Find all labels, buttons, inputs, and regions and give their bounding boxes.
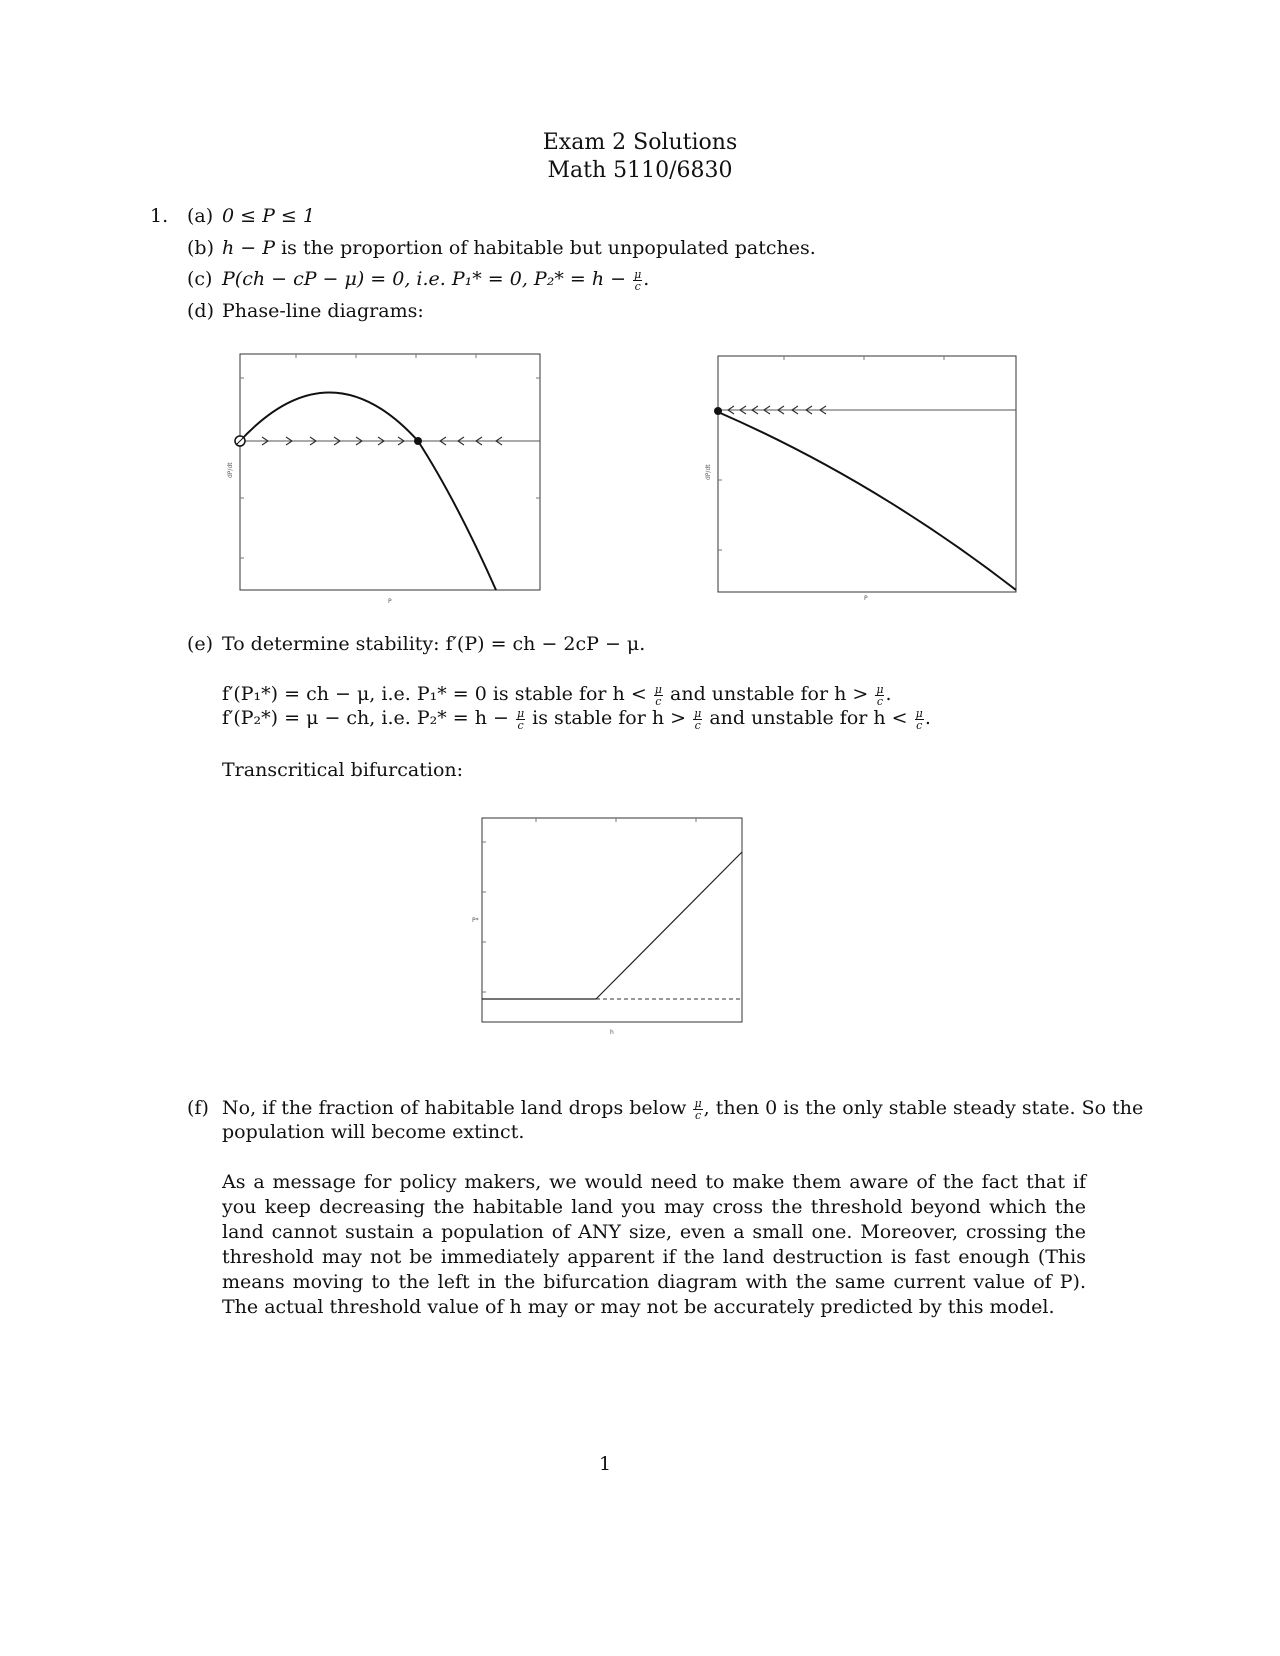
mu-over-c-fraction: $\frac{\mu}{c}$ (654, 682, 662, 708)
part-c-label: (c) (187, 268, 213, 290)
phase-line-diagram-1 (226, 348, 556, 610)
stable-equilibrium-marker (714, 407, 722, 415)
stability-line-1: f′(P₁*) = ch − μ, i.e. P₁* = 0 is stable for h < $\frac{\mu}{c}$ and unstable for h > $\frac{\mu}{c}$ . (222, 682, 892, 708)
course-number: Math 5110/6830 (547, 158, 733, 183)
phase1-xlabel: P (388, 598, 392, 605)
part-c-equation: P(ch − cP − μ) = 0, i.e. P₁* = 0, P₂* = h − (222, 268, 633, 290)
page-title: Exam 2 Solutions (542, 130, 738, 155)
policy-paragraph: As a message for policy makers, we would need to make them aware of the fact that if you keep decreasing the habitable land you may cross the threshold beyond which the land cannot sustain a population of ANY size, even a small one. Moreover, crossing the threshold may not be immediately apparent if the land destruction is fast enough (This means moving to the left in the bifurcation diagram with the same current value of P). The actual threshold value of h may or may not be accurately predicted by this model. (222, 1171, 1086, 1318)
part-e-intro: To determine stability: f′(P) = ch − 2cP − μ. (222, 633, 646, 655)
stable-nonzero-branch (596, 852, 742, 999)
phase-line-diagram-2 (704, 350, 1034, 606)
problem-number: 1. (150, 205, 169, 227)
part-d-label: (d) (187, 300, 214, 322)
mu-over-c-fraction: $\frac{\mu}{c}$ (694, 706, 702, 732)
phase1-ylabel: dP/dt (227, 462, 234, 478)
bif-ylabel: P* (472, 917, 479, 924)
part-f-line-1: No, if the fraction of habitable land drops below $\frac{\mu}{c}$ , then 0 is the only stable steady state. So the (222, 1096, 1144, 1122)
mu-over-c-fraction: $\frac{\mu}{c}$ (915, 706, 923, 732)
growth-curve (718, 412, 1016, 590)
stable-equilibrium-marker (414, 437, 422, 445)
mu-over-c-fraction: $\frac{\mu}{c}$ (516, 706, 525, 732)
part-b-expr: h − P (222, 237, 276, 259)
part-b-label: (b) (187, 237, 214, 259)
part-c-text: P(ch − cP − μ) = 0, i.e. P₁* = 0, P₂* = h − $\frac{\mu}{c}$ . (222, 267, 650, 293)
mu-over-c-fraction: $\frac{\mu}{c}$ (876, 682, 884, 708)
part-b-text (222, 236, 816, 261)
part-f-line-2: population will become extinct. (222, 1121, 525, 1143)
part-f-label: (f) (187, 1097, 209, 1119)
part-a-text: 0 ≤ P ≤ 1 (222, 205, 315, 227)
part-b-rest: is the proportion of habitable but unpopulated patches. (275, 237, 816, 259)
stability-line-2: f′(P₂*) = μ − ch, i.e. P₂* = h − $\frac{\mu}{c}$ is stable for h > $\frac{\mu}{c}$ and unstable for h < $\frac{\mu}{c}$ . (222, 706, 931, 732)
bif-xlabel: h (610, 1029, 614, 1036)
bifurcation-diagram (466, 812, 750, 1038)
growth-curve (240, 393, 496, 591)
bifurcation-label: Transcritical bifurcation: (222, 759, 464, 781)
mu-over-c-fraction: $\frac{\mu}{c}$ (634, 267, 642, 293)
part-a-label: (a) (187, 205, 214, 227)
phase2-ylabel: dP/dt (705, 464, 712, 480)
part-e-label: (e) (187, 633, 214, 655)
part-d-text: Phase-line diagrams: (222, 300, 424, 322)
phase2-xlabel: P (864, 595, 868, 602)
page-number: 1 (598, 1453, 612, 1475)
mu-over-c-fraction: $\frac{\mu}{c}$ (694, 1096, 702, 1122)
